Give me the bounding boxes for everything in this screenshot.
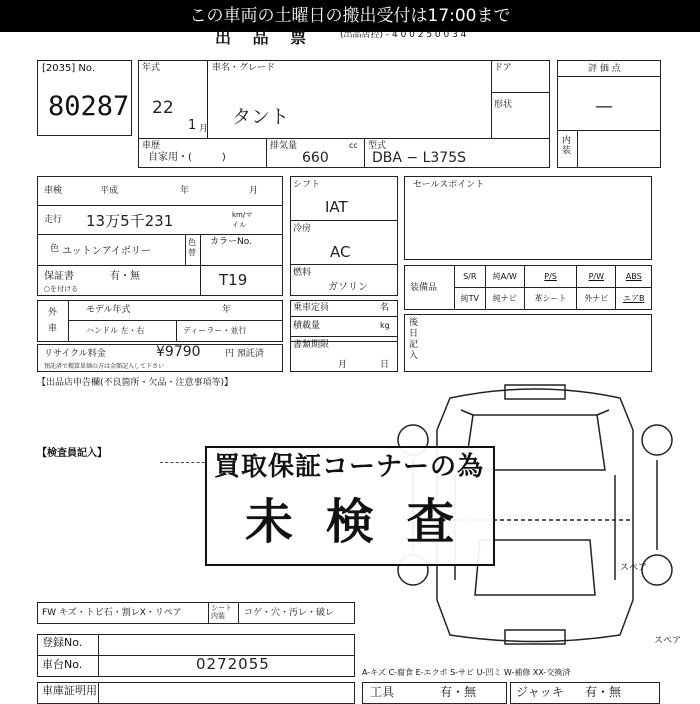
sales-point-label: セールスポイント (413, 180, 485, 190)
displacement-label: 排気量 (270, 141, 298, 151)
mileage-unit: km/マイル (232, 211, 253, 229)
banner: この車両の土曜日の搬出受付は17:00まで (0, 0, 700, 32)
equip-ext-navi: 外ナビ (577, 288, 616, 310)
wheel-front-right (642, 425, 672, 455)
year-label: 年式 (142, 63, 161, 73)
jack-label: ジャッキ (516, 685, 564, 699)
equip-airbag: エアB (616, 288, 652, 310)
seat-label: シート内装 (211, 604, 232, 620)
equipment-grid (454, 265, 652, 310)
equip-abs: ABS (616, 266, 652, 288)
model-year-label: モデル年式 (86, 305, 131, 315)
inspector-notes-label: 【検査員記入】 (37, 448, 107, 459)
recycle-note: 預託済で精算単価の方は金額記入して下さい (44, 363, 165, 370)
interior-label: 内装 (562, 136, 572, 156)
month-unit: 月 (199, 124, 209, 134)
chassis-value: 0272055 (196, 655, 270, 673)
shaken-era: 平成 (100, 186, 119, 196)
rear-label: 後日記入 (409, 318, 419, 361)
capacity-label: 乗車定員 (293, 303, 330, 313)
month-value: 1 (188, 118, 197, 133)
model-year-unit: 年 (222, 305, 232, 315)
equip-leather: 革シート (525, 288, 577, 310)
garage-label: 車庫証明用 (42, 684, 97, 697)
damage-legend: A-キズ C-腐食 E-エクボ S-サビ U-凹ミ W-補修 XX-交換済 (362, 668, 571, 677)
shape-label: 形状 (494, 100, 513, 110)
aircon-label: 冷房 (293, 224, 312, 234)
tools-label: 工具 (370, 685, 395, 699)
docs-day: 日 (380, 360, 390, 370)
equip-navi: 純ナビ (485, 288, 525, 310)
name-label: 車名・グレード (212, 63, 276, 73)
history-options: 自家用・( ) (148, 152, 226, 163)
rating-value: — (595, 96, 613, 117)
model-label: 型式 (368, 141, 387, 151)
jack-options: 有・無 (585, 685, 622, 699)
equip-ps: P/S (525, 266, 577, 288)
mileage-value: 13万5千231 (86, 212, 174, 230)
stamp-line1: 買取保証コーナーの為 (214, 452, 485, 482)
mileage-label: 走行 (44, 215, 63, 225)
docs-month: 月 (338, 360, 348, 370)
dealer-label: ディーラー・並行 (183, 326, 247, 335)
spare-label-bottom: スペア (654, 636, 682, 646)
name-value: タント (232, 106, 290, 128)
model-value: DBA − L375S (372, 150, 467, 166)
displacement-unit: cc (349, 141, 358, 150)
fw-label: FW キズ・トビ石・割レX・リペア (42, 608, 182, 618)
shift-label: シフト (293, 180, 321, 190)
form-subtitle: (出品店控) - 4 0 0 2 5 0 0 3 4 (340, 30, 467, 40)
form-title: 出 品 票 (215, 28, 315, 47)
door-label: ドア (494, 63, 512, 73)
shaken-month: 月 (249, 186, 259, 196)
rating-label: 評 価 点 (588, 64, 621, 74)
fuel-label: 燃料 (293, 268, 312, 278)
chassis-label: 車台No. (42, 658, 83, 671)
store-notes-label: 【出品店申告欄(不良箇所・欠品・注意事項等)】 (37, 378, 234, 388)
year-value: 22 (152, 98, 174, 118)
shaken-year: 年 (180, 186, 190, 196)
history-label: 車歴 (142, 141, 161, 151)
warranty-options: 有・無 (110, 271, 140, 282)
recycle-label: リサイクル料金 (44, 349, 106, 359)
equip-tv: 純TV (455, 288, 486, 310)
handle-label: ハンドル 左・右 (86, 326, 145, 335)
colorno-label: カラーNo. (210, 237, 252, 247)
reg-label: 登録No. (42, 636, 83, 649)
tools-options: 有・無 (440, 685, 477, 699)
recycle-unit: 円 預託済 (225, 349, 264, 359)
color-value: ユットンアイボリー (62, 246, 151, 257)
spare-label: スペア (620, 563, 648, 573)
docs-label: 書類期限 (293, 340, 330, 350)
warranty-note: ○を付ける (44, 285, 79, 293)
aircon-value: AC (330, 243, 351, 261)
lot-number: 80287 (48, 91, 130, 122)
displacement-value: 660 (302, 150, 329, 166)
dash-line (160, 462, 210, 463)
load-label: 積載量 (293, 321, 321, 331)
recycle-value: ¥9790 (156, 344, 201, 360)
lot-tag: [2035] No. (42, 63, 96, 74)
color-label: 色 (50, 244, 60, 254)
seat-text: コゲ・穴・汚レ・破レ (244, 608, 335, 618)
stamp-line2: 未 検 査 (245, 494, 463, 550)
equipment-label: 装備品 (410, 283, 438, 293)
capacity-unit: 名 (380, 303, 390, 313)
load-unit: kg (380, 321, 390, 330)
color-change-label: 色替 (188, 238, 196, 257)
reg-box (37, 634, 355, 656)
shaken-label: 車検 (44, 186, 63, 196)
equip-sr: S/R (455, 266, 486, 288)
warranty-label: 保証書 (44, 271, 74, 282)
fuel-value: ガソリン (328, 282, 368, 293)
equip-aw: 純A/W (485, 266, 525, 288)
shift-value: IAT (325, 198, 348, 216)
colorno-value: T19 (219, 271, 248, 289)
front-bumper (505, 385, 565, 399)
equip-pw: P/W (577, 266, 616, 288)
imported-label: 外車 (48, 308, 58, 334)
rear-note-box (404, 314, 652, 372)
